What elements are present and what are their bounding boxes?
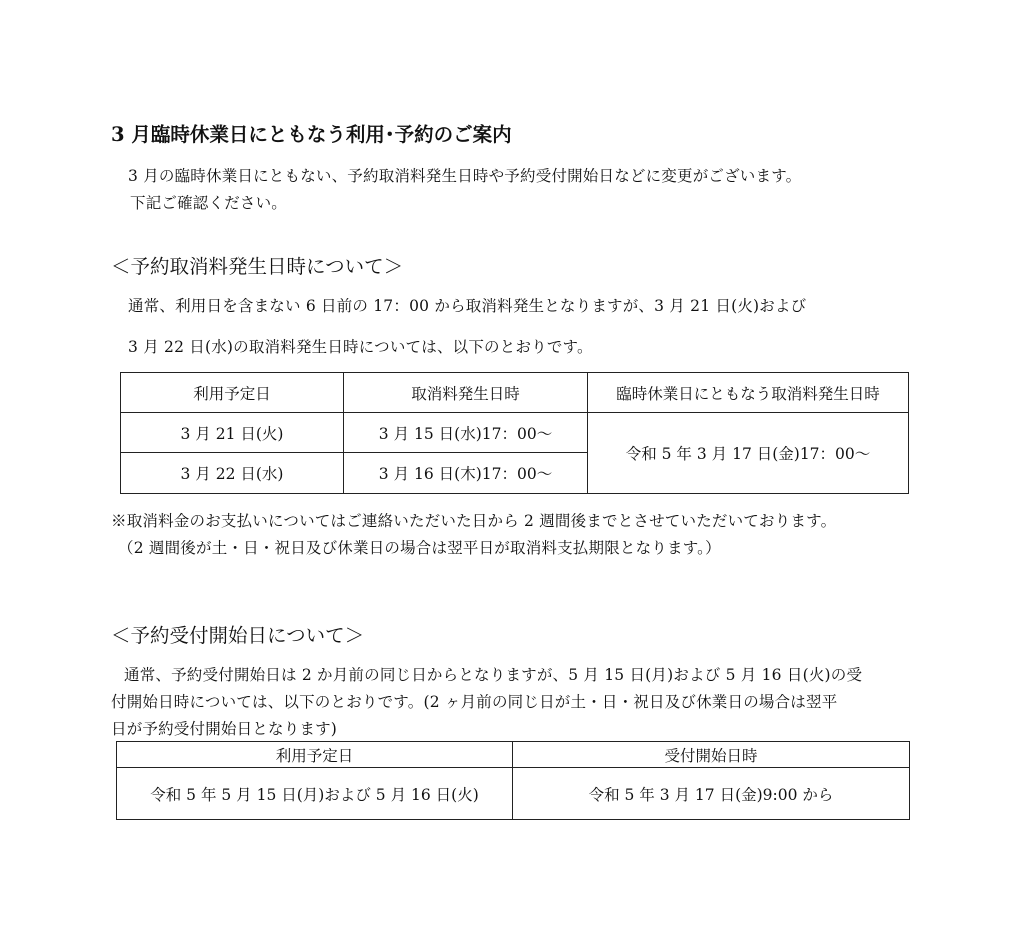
intro-line: 3 月の臨時休業日にともない、予約取消料発生日時や予約受付開始日などに変更がございます。 [128,167,802,185]
cancellation-fee-table [120,372,909,494]
table-header-cell: 臨時休業日にともなう取消料発生日時 [588,373,909,413]
table-header-row [121,373,909,413]
cancellation-paragraph-line: 3 月 22 日(水)の取消料発生日時については、以下のとおりです。 [128,338,593,356]
note-line: （2 週間後が土・日・祝日及び休業日の場合は翌平日が取消料支払期限となります。） [118,539,721,557]
table-header-row [117,742,910,768]
table-merged-cell: 令和 5 年 3 月 17 日(金)17：00～ [588,413,909,494]
table-cell: 3 月 21 日(火) [121,413,344,453]
table-header-cell: 受付開始日時 [513,742,910,768]
intro-line: 下記ご確認ください。 [130,194,288,212]
reservation-paragraph-line: 日が予約受付開始日となります) [111,720,338,738]
reservation-paragraph-line: 通常、予約受付開始日は 2 か月前の同じ日からとなりますが、5 月 15 日(月)および 5 月 16 日(火)の受 [124,666,863,684]
table-header-cell: 利用予定日 [117,742,513,768]
table-cell: 3 月 15 日(水)17：00～ [344,413,588,453]
section-heading-reservation-start: ＜予約受付開始日について＞ [111,624,365,647]
table-header-cell: 利用予定日 [121,373,344,413]
table-cell: 3 月 22 日(水) [121,453,344,494]
table-cell: 令和 5 年 3 月 17 日(金)9:00 から [513,768,910,820]
table-cell: 3 月 16 日(木)17：00～ [344,453,588,494]
cancellation-paragraph-line: 通常、利用日を含まない 6 日前の 17：00 から取消料発生となりますが、3 月 21 日(火)および [128,297,807,315]
table-row [121,413,909,453]
section-heading-cancellation: ＜予約取消料発生日時について＞ [111,255,404,278]
table-cell: 令和 5 年 5 月 15 日(月)および 5 月 16 日(火) [117,768,513,820]
note-line: ※取消料金のお支払いについてはご連絡いただいた日から 2 週間後までとさせていただいております。 [111,512,837,530]
reservation-paragraph-line: 付開始日時については、以下のとおりです。(2 ヶ月前の同じ日が土・日・祝日及び休業日の場合は翌平 [111,693,838,711]
page-title: 3 月臨時休業日にともなう利用･予約のご案内 [111,123,512,146]
reservation-start-table [116,741,910,820]
table-header-cell: 取消料発生日時 [344,373,588,413]
table-row [117,768,910,820]
